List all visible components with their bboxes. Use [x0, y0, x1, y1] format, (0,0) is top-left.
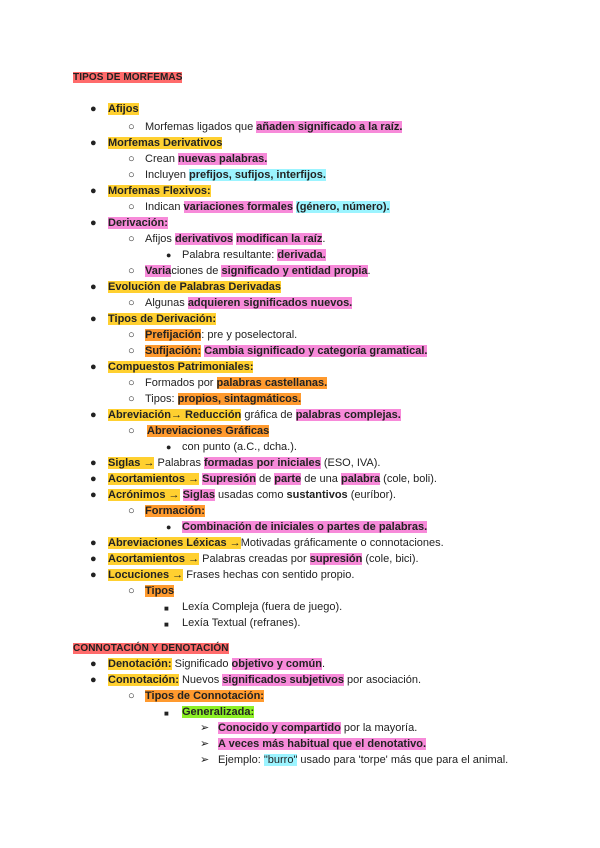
list-item-text: gráfica de [241, 409, 296, 421]
list-item [145, 504, 205, 518]
list-item [145, 584, 174, 598]
disc-bullet-icon: ● [90, 313, 97, 325]
list-item [108, 673, 421, 687]
list-item-text: Incluyen [145, 169, 190, 181]
highlighted-text: Morfemas Flexivos: [108, 185, 211, 197]
list-item-text: Palabra resultante: [182, 249, 278, 261]
circle-bullet-icon: ○ [128, 265, 135, 277]
list-item-text: de [255, 473, 275, 485]
list-item [108, 184, 211, 198]
list-item-text: Palabras [154, 457, 204, 469]
highlighted-text: Abreviaciones Gráficas [147, 425, 270, 437]
arrow-bullet-icon: ➢ [200, 722, 210, 734]
highlighted-text: Compuestos Patrimoniales: [108, 361, 254, 373]
disc-bullet-icon: ● [90, 409, 97, 421]
dot-bullet-icon: ● [166, 250, 172, 260]
highlighted-text: prefijos, sufijos, interfijos. [189, 169, 326, 181]
list-item [108, 216, 168, 230]
disc-bullet-icon: ● [90, 674, 97, 686]
disc-bullet-icon: ● [90, 553, 97, 565]
list-item-text: usadas como [214, 489, 287, 501]
circle-bullet-icon: ○ [128, 329, 135, 341]
square-bullet-icon: ■ [164, 620, 169, 629]
list-item [108, 657, 325, 671]
list-item [145, 264, 371, 278]
highlighted-text: Denotación: [108, 658, 172, 670]
highlighted-text: Generalizada: [182, 706, 255, 718]
circle-bullet-icon: ○ [128, 169, 135, 181]
heading-tipos-morfemas: TIPOS DE MORFEMAS [73, 72, 183, 83]
list-item-text: usado para 'torpe' más que para el animal. [297, 754, 509, 766]
highlighted-text: parte [274, 473, 302, 485]
list-item-text: (euríbor). [347, 489, 396, 501]
list-item [145, 328, 297, 342]
list-item-text: Tipos: [145, 393, 178, 405]
highlighted-text: Prefijación [145, 329, 202, 341]
circle-bullet-icon: ○ [128, 121, 135, 133]
highlighted-text: adquieren significados nuevos. [187, 297, 353, 309]
highlighted-text: Varia [145, 265, 172, 277]
list-item-text: Morfemas ligados que [145, 121, 257, 133]
list-item-text: Motivadas gráficamente o connotaciones. [240, 537, 444, 549]
list-item [145, 120, 402, 134]
list-item [182, 616, 300, 630]
circle-bullet-icon: ○ [128, 297, 135, 309]
list-item [108, 552, 419, 566]
circle-bullet-icon: ○ [128, 233, 135, 245]
list-item-text: (ESO, IVA). [320, 457, 381, 469]
highlighted-text: Combinación de iniciales o partes de palabras. [182, 521, 428, 533]
list-item [145, 200, 390, 214]
arrow-bullet-icon: ➢ [200, 738, 210, 750]
disc-bullet-icon: ● [90, 489, 97, 501]
circle-bullet-icon: ○ [128, 345, 135, 357]
highlighted-text: derivada. [277, 249, 326, 261]
disc-bullet-icon: ● [90, 457, 97, 469]
list-item-text: Formados por [145, 377, 217, 389]
list-item [182, 705, 254, 719]
disc-bullet-icon: ● [90, 658, 97, 670]
square-bullet-icon: ■ [164, 709, 169, 718]
list-item [108, 536, 444, 550]
highlighted-text: derivativos [174, 233, 234, 245]
highlighted-text: Sufijación: [145, 345, 202, 357]
highlighted-text: significados subjetivos [222, 674, 344, 686]
highlighted-text: Tipos de Derivación: [108, 313, 216, 325]
circle-bullet-icon: ○ [128, 377, 135, 389]
highlighted-text: (género, número). [296, 201, 390, 213]
list-item [108, 456, 380, 470]
highlighted-text: Acortamientos → [108, 473, 200, 485]
highlighted-text: palabras castellanas. [216, 377, 328, 389]
list-item-text: sustantivos [286, 489, 348, 501]
disc-bullet-icon: ● [90, 185, 97, 197]
list-item [108, 136, 222, 150]
list-item-text: Frases hechas con sentido propio. [183, 569, 355, 581]
list-item [182, 520, 427, 534]
highlighted-text: Tipos de Connotación: [145, 690, 264, 702]
list-item [108, 488, 396, 502]
highlighted-text: palabra [340, 473, 381, 485]
list-item-text: de una [301, 473, 341, 485]
list-item [145, 168, 326, 182]
list-item-text: : pre y poselectoral. [201, 329, 298, 341]
highlighted-text: Derivación: [108, 217, 168, 229]
disc-bullet-icon: ● [90, 281, 97, 293]
list-item-text: ciones de [171, 265, 222, 277]
highlighted-text: objetivo y común [231, 658, 322, 670]
list-item [108, 360, 253, 374]
highlighted-text: palabras complejas. [295, 409, 401, 421]
highlighted-text: A veces más habitual que el denotativo. [218, 738, 427, 750]
list-item [108, 280, 281, 294]
highlighted-text: propios, sintagmáticos. [177, 393, 302, 405]
list-item-text: Palabras creadas por [199, 553, 310, 565]
circle-bullet-icon: ○ [128, 585, 135, 597]
highlighted-text: "burro" [263, 754, 298, 766]
list-item [108, 312, 216, 326]
list-item-text: Algunas [145, 297, 188, 309]
list-item-text: Lexía Textual (refranes). [182, 617, 301, 629]
list-item [108, 472, 437, 486]
list-item-text: Afijos [145, 233, 175, 245]
highlighted-text: formadas por iniciales [204, 457, 321, 469]
list-item-text: Lexía Compleja (fuera de juego). [182, 601, 343, 613]
disc-bullet-icon: ● [90, 137, 97, 149]
list-item [108, 568, 354, 582]
highlighted-text: Formación: [145, 505, 205, 517]
dot-bullet-icon: ● [166, 522, 172, 532]
list-item-text: . [322, 233, 326, 245]
square-bullet-icon: ■ [164, 604, 169, 613]
highlighted-text: Evolución de Palabras Derivadas [108, 281, 282, 293]
highlighted-text: Conocido y compartido [218, 722, 341, 734]
disc-bullet-icon: ● [90, 569, 97, 581]
dot-bullet-icon: ● [166, 442, 172, 452]
circle-bullet-icon: ○ [128, 201, 135, 213]
circle-bullet-icon: ○ [128, 153, 135, 165]
list-item [108, 408, 401, 422]
highlighted-text: Acrónimos → [108, 489, 180, 501]
highlighted-text: supresión [309, 553, 363, 565]
disc-bullet-icon: ● [90, 473, 97, 485]
list-item [145, 689, 264, 703]
disc-bullet-icon: ● [90, 537, 97, 549]
list-item-text: Crean [145, 153, 179, 165]
highlighted-text: Abreviación [108, 409, 171, 421]
list-item [182, 440, 297, 454]
list-item-text: (cole, boli). [380, 473, 437, 485]
highlighted-text: nuevas palabras. [178, 153, 268, 165]
highlighted-text: modifican la raíz [236, 233, 323, 245]
highlighted-text: Morfemas Derivativos [108, 137, 223, 149]
highlighted-text: Supresión [202, 473, 256, 485]
list-item [145, 232, 325, 246]
highlighted-text: Connotación: [108, 674, 179, 686]
arrow-bullet-icon: ➢ [200, 754, 210, 766]
list-item-text: Significado [171, 658, 232, 670]
highlighted-text: Tipos [145, 585, 175, 597]
list-item [145, 296, 352, 310]
list-item [218, 753, 508, 767]
circle-bullet-icon: ○ [128, 505, 135, 517]
highlighted-text: Locuciones → [108, 569, 184, 581]
list-item [108, 102, 139, 116]
highlighted-text: → [170, 409, 186, 421]
list-item [147, 424, 269, 438]
highlighted-text: añaden significado a la raíz. [256, 121, 403, 133]
list-item-text: Nuevos [178, 674, 223, 686]
highlighted-text: Abreviaciones Léxicas → [108, 537, 241, 549]
disc-bullet-icon: ● [90, 103, 97, 115]
highlighted-text: Afijos [108, 103, 139, 115]
list-item [218, 721, 417, 735]
highlighted-text: significado y entidad propia [221, 265, 368, 277]
list-item-text: con punto (a.C., dcha.). [182, 441, 297, 453]
highlighted-text: variaciones formales [183, 201, 293, 213]
list-item-text: (cole, bici). [362, 553, 419, 565]
circle-bullet-icon: ○ [128, 690, 135, 702]
list-item [182, 600, 342, 614]
highlighted-text: Siglas [182, 489, 215, 501]
list-item-text: por la mayoría. [340, 722, 418, 734]
highlighted-text: Reducción [185, 409, 242, 421]
disc-bullet-icon: ● [90, 361, 97, 373]
list-item-text: . [367, 265, 371, 277]
list-item [145, 376, 327, 390]
disc-bullet-icon: ● [90, 217, 97, 229]
highlighted-text: Acortamientos → [108, 553, 200, 565]
list-item-text: por asociación. [343, 674, 421, 686]
list-item [182, 248, 326, 262]
list-item [145, 152, 267, 166]
circle-bullet-icon: ○ [128, 393, 135, 405]
circle-bullet-icon: ○ [128, 425, 135, 437]
list-item-text: Indican [145, 201, 184, 213]
list-item [145, 344, 427, 358]
list-item-text: . [321, 658, 326, 670]
list-item-text: Ejemplo: [218, 754, 264, 766]
highlighted-text: Cambia significado y categoría gramatical. [204, 345, 428, 357]
list-item [218, 737, 426, 751]
heading-connotacion-denotacion: CONNOTACIÓN Y DENOTACIÓN [73, 643, 229, 654]
list-item [145, 392, 301, 406]
highlighted-text: Siglas → [108, 457, 155, 469]
